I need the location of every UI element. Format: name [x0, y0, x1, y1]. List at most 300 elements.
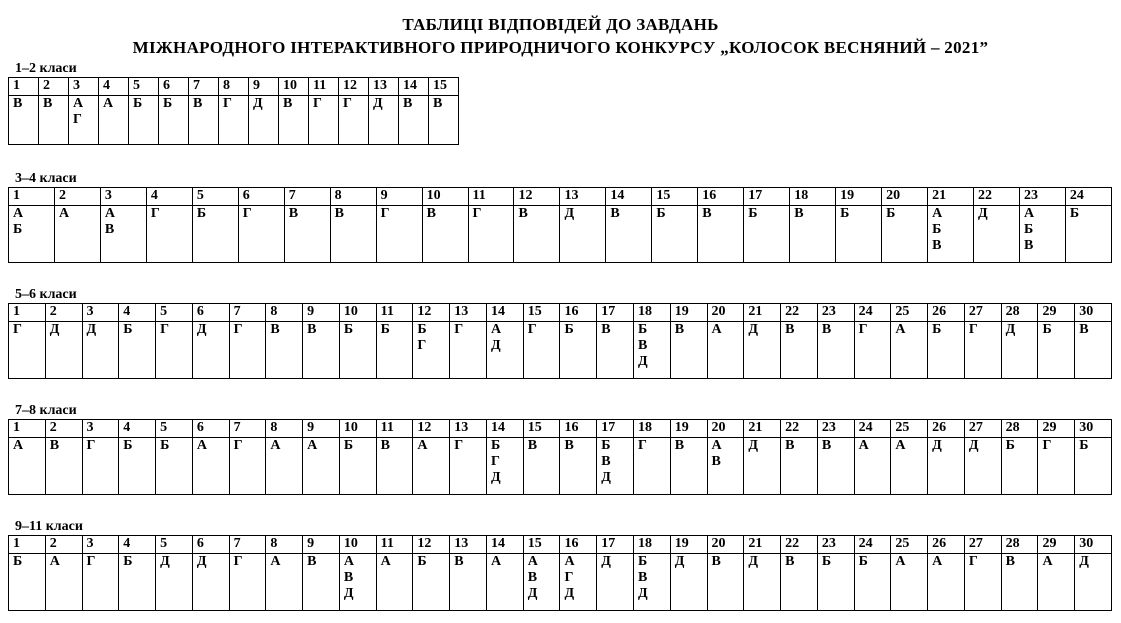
- answer-letter: Б: [821, 554, 832, 569]
- question-number-cell: 3: [82, 420, 119, 438]
- question-number-cell: 26: [928, 536, 965, 554]
- answer-letter: Б: [163, 96, 173, 111]
- question-number-cell: 13: [450, 304, 487, 322]
- question-number-cell: 23: [1019, 188, 1065, 206]
- answer-letter: В: [527, 570, 538, 585]
- answer-letter: В: [43, 96, 53, 111]
- question-number-cell: 15: [523, 536, 560, 554]
- section-grades-5-6: [8, 287, 1112, 379]
- answer-letter: Д: [674, 554, 685, 569]
- answers-table: [8, 187, 1112, 263]
- answer-cell: [1019, 206, 1065, 263]
- question-number-cell: 6: [238, 188, 284, 206]
- answer-letter: В: [403, 96, 413, 111]
- question-number-cell: 14: [399, 78, 429, 96]
- answer-letter: В: [270, 322, 280, 337]
- answer-letter: В: [49, 438, 60, 453]
- question-number-cell: 18: [790, 188, 836, 206]
- answer-cell: [229, 554, 266, 611]
- answer-cell: [486, 438, 523, 495]
- answer-cell: [781, 322, 818, 379]
- section-grades-3-4: [8, 171, 1112, 263]
- question-number-cell: 20: [707, 536, 744, 554]
- answer-cell: [279, 96, 309, 145]
- answer-letter: А: [895, 554, 906, 569]
- question-number-cell: 18: [634, 304, 671, 322]
- question-number-cell: 25: [891, 420, 928, 438]
- answer-cell: [238, 206, 284, 263]
- question-number-cell: 14: [606, 188, 652, 206]
- answer-letter: Б: [380, 322, 390, 337]
- answer-cell: [450, 438, 487, 495]
- answer-cell: [189, 96, 219, 145]
- answer-row: [9, 438, 1112, 495]
- answer-row: [9, 554, 1112, 611]
- answer-letter: Г: [150, 206, 160, 221]
- answer-letter: Б: [196, 206, 207, 221]
- question-number-cell: 3: [82, 536, 119, 554]
- answer-cell: [1001, 438, 1038, 495]
- question-number-cell: 5: [192, 188, 238, 206]
- answer-letter: Г: [73, 112, 82, 127]
- answer-letter: Г: [564, 570, 574, 585]
- answer-cell: [339, 554, 376, 611]
- answer-letter: В: [932, 238, 942, 253]
- question-number-row: [9, 420, 1112, 438]
- answer-letter: Б: [1023, 222, 1034, 237]
- answer-letter: В: [1023, 238, 1034, 253]
- answer-letter: Г: [13, 322, 22, 337]
- answer-letter: А: [13, 438, 24, 453]
- question-number-cell: 10: [339, 304, 376, 322]
- answer-letter: В: [13, 96, 23, 111]
- answer-letter: Б: [133, 96, 143, 111]
- question-number-cell: 9: [303, 536, 340, 554]
- answer-letter: В: [610, 206, 620, 221]
- question-number-cell: 15: [523, 420, 560, 438]
- question-number-cell: 6: [192, 420, 229, 438]
- question-number-cell: 10: [339, 420, 376, 438]
- question-number-cell: 2: [39, 78, 69, 96]
- question-number-cell: 11: [376, 304, 413, 322]
- answer-cell: [1075, 438, 1112, 495]
- answer-letter: Д: [196, 322, 207, 337]
- question-number-cell: 7: [284, 188, 330, 206]
- answer-cell: [707, 438, 744, 495]
- answer-letter: Б: [638, 554, 648, 569]
- section-grades-1-2: [8, 61, 459, 145]
- question-number-cell: 15: [652, 188, 698, 206]
- answer-cell: [450, 322, 487, 379]
- question-number-cell: 13: [560, 188, 606, 206]
- question-number-cell: 18: [634, 420, 671, 438]
- answer-letter: В: [564, 438, 574, 453]
- answer-cell: [928, 322, 965, 379]
- answer-letter: В: [307, 322, 317, 337]
- answer-letter: А: [858, 438, 869, 453]
- answer-letter: В: [283, 96, 293, 111]
- answer-cell: [82, 322, 119, 379]
- answer-letter: Г: [233, 554, 243, 569]
- answer-letter: Д: [490, 338, 501, 353]
- answer-letter: А: [73, 96, 84, 111]
- question-number-cell: 12: [413, 536, 450, 554]
- answer-cell: [9, 206, 55, 263]
- answer-letter: Д: [343, 586, 354, 601]
- answer-cell: [429, 96, 459, 145]
- answer-letter: В: [821, 438, 832, 453]
- answer-letter: Б: [417, 322, 427, 337]
- question-number-cell: 11: [468, 188, 514, 206]
- question-number-row: [9, 78, 459, 96]
- answer-cell: [891, 554, 928, 611]
- question-number-cell: 3: [100, 188, 146, 206]
- answer-cell: [1001, 322, 1038, 379]
- answer-letter: В: [702, 206, 712, 221]
- answer-cell: [82, 554, 119, 611]
- answer-letter: Г: [968, 322, 978, 337]
- question-number-cell: 13: [369, 78, 399, 96]
- question-number-cell: 6: [192, 304, 229, 322]
- answer-cell: [284, 206, 330, 263]
- answer-cell: [45, 554, 82, 611]
- answer-letter: Д: [160, 554, 170, 569]
- question-number-cell: 23: [817, 536, 854, 554]
- answer-letter: Б: [343, 322, 354, 337]
- answer-letter: Г: [454, 438, 464, 453]
- answer-letter: Г: [233, 322, 243, 337]
- answer-cell: [928, 554, 965, 611]
- answer-cell: [450, 554, 487, 611]
- question-number-cell: 24: [854, 536, 891, 554]
- answer-letter: Г: [313, 96, 322, 111]
- answer-letter: Г: [1042, 438, 1052, 453]
- answer-cell: [156, 554, 193, 611]
- answer-letter: А: [490, 322, 502, 337]
- answer-cell: [781, 554, 818, 611]
- answer-cell: [744, 206, 790, 263]
- question-number-cell: 23: [817, 304, 854, 322]
- answer-cell: [39, 96, 69, 145]
- answer-letter: В: [821, 322, 832, 337]
- answer-cell: [634, 438, 671, 495]
- answer-letter: А: [270, 554, 281, 569]
- question-number-cell: 8: [266, 304, 303, 322]
- answer-cell: [69, 96, 99, 145]
- question-number-cell: 29: [1038, 304, 1075, 322]
- answer-letter: Б: [123, 322, 133, 337]
- question-number-cell: 5: [156, 536, 193, 554]
- answer-letter: Д: [373, 96, 383, 111]
- question-number-cell: 24: [854, 304, 891, 322]
- question-number-cell: 25: [891, 536, 928, 554]
- answer-cell: [854, 438, 891, 495]
- question-number-cell: 8: [266, 420, 303, 438]
- question-number-cell: 5: [156, 304, 193, 322]
- answer-letter: Г: [472, 206, 482, 221]
- answer-letter: Д: [748, 322, 758, 337]
- answer-letter: Б: [840, 206, 850, 221]
- question-number-cell: 12: [339, 78, 369, 96]
- answer-cell: [1075, 554, 1112, 611]
- answer-cell: [99, 96, 129, 145]
- section-label: 5–6 класи: [15, 287, 77, 302]
- answers-table: [8, 419, 1112, 495]
- answers-table: [8, 77, 459, 145]
- answer-letter: В: [527, 438, 538, 453]
- question-number-cell: 15: [429, 78, 459, 96]
- answer-cell: [790, 206, 836, 263]
- answer-letter: А: [49, 554, 60, 569]
- answer-cell: [1038, 322, 1075, 379]
- question-number-cell: 21: [928, 188, 974, 206]
- answer-cell: [219, 96, 249, 145]
- answer-cell: [249, 96, 279, 145]
- answer-cell: [817, 322, 854, 379]
- answer-cell: [891, 438, 928, 495]
- answer-cell: [523, 554, 560, 611]
- section-label: 1–2 класи: [15, 61, 77, 76]
- question-number-cell: 7: [229, 536, 266, 554]
- section-label: 3–4 класи: [15, 171, 77, 186]
- answer-letter: В: [454, 554, 464, 569]
- answer-letter: Г: [343, 96, 352, 111]
- question-number-cell: 25: [891, 304, 928, 322]
- question-number-cell: 24: [854, 420, 891, 438]
- question-number-cell: 30: [1075, 536, 1112, 554]
- answer-cell: [9, 96, 39, 145]
- answer-letter: Д: [932, 438, 942, 453]
- answer-cell: [744, 438, 781, 495]
- answer-letter: Г: [858, 322, 868, 337]
- answer-cell: [560, 438, 597, 495]
- answer-letter: А: [307, 438, 318, 453]
- question-number-cell: 27: [964, 304, 1001, 322]
- answer-letter: А: [104, 206, 116, 221]
- answer-letter: Г: [86, 438, 96, 453]
- answer-cell: [468, 206, 514, 263]
- answer-cell: [376, 554, 413, 611]
- answer-letter: Б: [123, 554, 133, 569]
- answer-cell: [744, 322, 781, 379]
- question-number-cell: 6: [159, 78, 189, 96]
- answer-letter: Б: [932, 222, 942, 237]
- question-number-cell: 10: [422, 188, 468, 206]
- answer-letter: Г: [242, 206, 252, 221]
- answer-letter: А: [343, 554, 355, 569]
- answer-letter: А: [417, 438, 428, 453]
- question-number-cell: 9: [303, 420, 340, 438]
- answer-cell: [1038, 554, 1075, 611]
- answer-letter: Д: [196, 554, 207, 569]
- answer-cell: [376, 438, 413, 495]
- question-number-cell: 30: [1075, 304, 1112, 322]
- question-number-cell: 30: [1075, 420, 1112, 438]
- answer-letter: В: [518, 206, 528, 221]
- answer-cell: [413, 322, 450, 379]
- section-label: 7–8 класи: [15, 403, 77, 418]
- answer-row: [9, 96, 459, 145]
- answer-cell: [652, 206, 698, 263]
- answer-cell: [836, 206, 882, 263]
- question-number-cell: 7: [229, 304, 266, 322]
- answer-letter: В: [638, 338, 648, 353]
- answer-letter: В: [785, 322, 795, 337]
- title-line-2: МІЖНАРОДНОГО ІНТЕРАКТИВНОГО ПРИРОДНИЧОГО КОНКУРСУ „КОЛОСОК ВЕСНЯНИЙ – 2021”: [132, 38, 989, 57]
- question-number-cell: 20: [882, 188, 928, 206]
- answer-letter: В: [334, 206, 345, 221]
- question-number-cell: 9: [376, 188, 422, 206]
- question-number-cell: 10: [339, 536, 376, 554]
- answer-cell: [266, 554, 303, 611]
- answer-letter: А: [490, 554, 502, 569]
- answer-letter: В: [193, 96, 203, 111]
- answer-cell: [514, 206, 560, 263]
- answer-cell: [817, 438, 854, 495]
- question-number-cell: 2: [45, 420, 82, 438]
- answer-cell: [9, 322, 46, 379]
- question-number-cell: 19: [670, 420, 707, 438]
- answer-letter: Д: [748, 554, 758, 569]
- answer-cell: [854, 322, 891, 379]
- question-number-cell: 18: [634, 536, 671, 554]
- question-number-cell: 5: [156, 420, 193, 438]
- question-number-cell: 22: [781, 536, 818, 554]
- answer-cell: [129, 96, 159, 145]
- question-number-cell: 9: [249, 78, 279, 96]
- answer-letter: А: [1042, 554, 1053, 569]
- answer-letter: Д: [253, 96, 263, 111]
- answer-letter: Г: [223, 96, 232, 111]
- answer-letter: А: [13, 206, 24, 221]
- answer-cell: [698, 206, 744, 263]
- answer-cell: [560, 206, 606, 263]
- answer-cell: [882, 206, 928, 263]
- question-number-cell: 8: [266, 536, 303, 554]
- answer-letter: В: [711, 454, 721, 469]
- answer-cell: [1065, 206, 1111, 263]
- answer-cell: [229, 438, 266, 495]
- answer-cell: [146, 206, 192, 263]
- question-number-cell: 17: [597, 304, 634, 322]
- answer-letter: Д: [49, 322, 60, 337]
- answer-cell: [100, 206, 146, 263]
- question-number-cell: 28: [1001, 420, 1038, 438]
- answer-letter: В: [288, 206, 299, 221]
- question-number-cell: 17: [744, 188, 790, 206]
- answer-letter: Б: [343, 438, 354, 453]
- answer-cell: [119, 322, 156, 379]
- answer-cell: [119, 438, 156, 495]
- question-number-cell: 7: [229, 420, 266, 438]
- answer-cell: [192, 206, 238, 263]
- question-number-cell: 17: [597, 420, 634, 438]
- answer-letter: В: [104, 222, 115, 237]
- question-number-cell: 3: [69, 78, 99, 96]
- question-number-cell: 15: [523, 304, 560, 322]
- answer-letter: Б: [1069, 206, 1080, 221]
- answer-cell: [486, 554, 523, 611]
- answer-cell: [266, 438, 303, 495]
- answer-cell: [229, 322, 266, 379]
- question-number-cell: 21: [744, 420, 781, 438]
- answer-cell: [1075, 322, 1112, 379]
- answer-letter: Г: [86, 554, 96, 569]
- answer-letter: В: [638, 570, 648, 585]
- answer-cell: [45, 322, 82, 379]
- answer-letter: А: [711, 438, 722, 453]
- question-number-cell: 3: [82, 304, 119, 322]
- answer-cell: [891, 322, 928, 379]
- answer-cell: [192, 438, 229, 495]
- answer-letter: А: [103, 96, 114, 111]
- answer-cell: [156, 438, 193, 495]
- question-number-cell: 1: [9, 536, 46, 554]
- answer-letter: Д: [86, 322, 97, 337]
- question-number-cell: 4: [99, 78, 129, 96]
- answer-cell: [928, 206, 974, 263]
- answer-cell: [192, 322, 229, 379]
- answer-letter: Б: [656, 206, 666, 221]
- answer-letter: А: [58, 206, 70, 221]
- question-number-cell: 21: [744, 536, 781, 554]
- question-number-cell: 8: [330, 188, 376, 206]
- answer-cell: [303, 322, 340, 379]
- answer-cell: [54, 206, 100, 263]
- question-number-row: [9, 188, 1112, 206]
- question-number-cell: 1: [9, 304, 46, 322]
- answer-letter: В: [380, 438, 390, 453]
- answer-letter: Д: [490, 470, 501, 485]
- section-grades-7-8: [8, 403, 1112, 495]
- answer-cell: [45, 438, 82, 495]
- question-number-cell: 14: [486, 304, 523, 322]
- question-number-cell: 21: [744, 304, 781, 322]
- answer-letter: Г: [968, 554, 978, 569]
- answer-letter: Г: [380, 206, 390, 221]
- answer-letter: Г: [233, 438, 243, 453]
- answer-letter: В: [674, 322, 685, 337]
- question-number-cell: 16: [560, 304, 597, 322]
- answer-letter: Б: [13, 554, 23, 569]
- answer-cell: [369, 96, 399, 145]
- answer-cell: [339, 438, 376, 495]
- question-number-row: [9, 304, 1112, 322]
- answer-letter: Г: [160, 322, 169, 337]
- answer-cell: [486, 322, 523, 379]
- question-number-cell: 11: [309, 78, 339, 96]
- answer-letter: Г: [527, 322, 537, 337]
- question-number-cell: 22: [781, 304, 818, 322]
- answer-letter: Б: [638, 322, 648, 337]
- answer-letter: Д: [1079, 554, 1089, 569]
- answer-letter: А: [380, 554, 391, 569]
- question-number-cell: 11: [376, 536, 413, 554]
- answer-cell: [597, 554, 634, 611]
- answer-letter: Д: [968, 438, 979, 453]
- question-number-cell: 19: [836, 188, 882, 206]
- question-number-cell: 27: [964, 420, 1001, 438]
- answer-letter: Г: [490, 454, 500, 469]
- answer-letter: В: [307, 554, 317, 569]
- answer-cell: [707, 322, 744, 379]
- question-number-cell: 4: [119, 304, 156, 322]
- question-number-cell: 16: [560, 536, 597, 554]
- answer-cell: [192, 554, 229, 611]
- question-number-cell: 13: [450, 420, 487, 438]
- answer-cell: [413, 438, 450, 495]
- answer-letter: Б: [1005, 438, 1015, 453]
